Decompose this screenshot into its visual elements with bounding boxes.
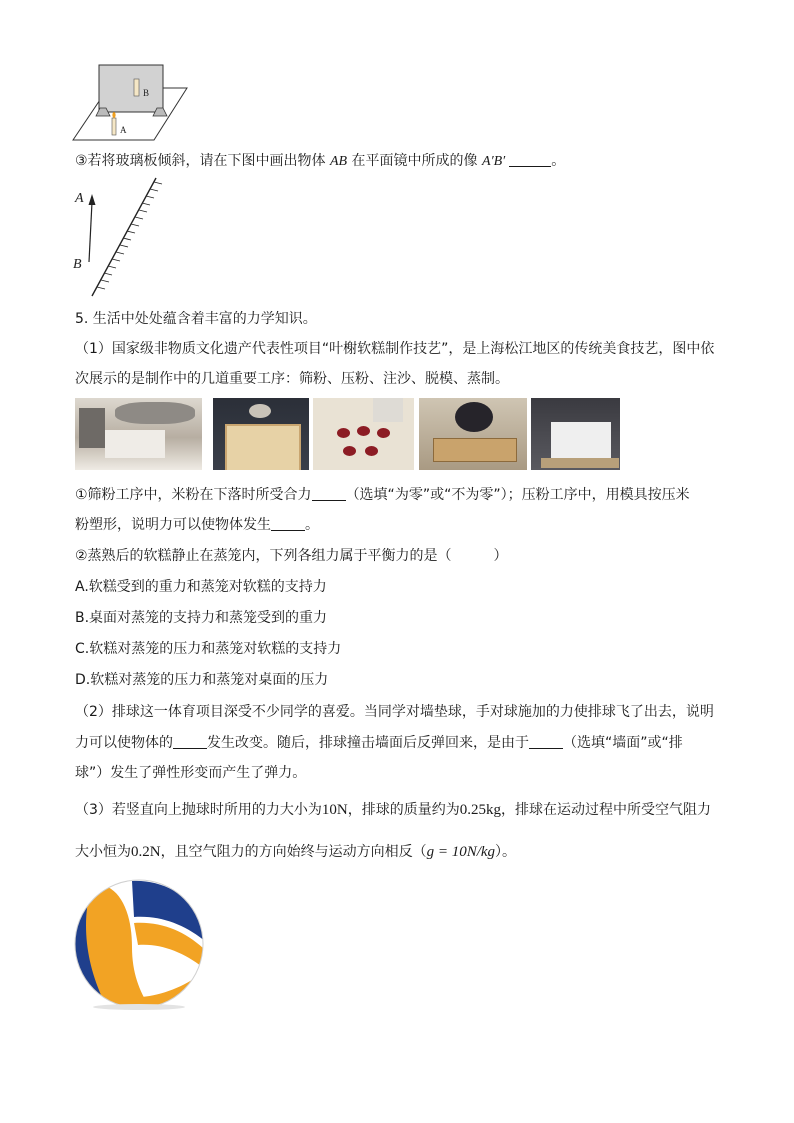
drag-value: 0.2N	[131, 844, 161, 860]
q5-p3-line2: 大小恒为0.2N，且空气阻力的方向始终与运动方向相反（g = 10N/kg）。	[75, 844, 517, 860]
photo-demolding	[419, 398, 527, 470]
glass-plate	[99, 65, 163, 112]
g-value: g = 10N/kg	[426, 844, 496, 860]
mass-value: 0.25kg	[459, 802, 501, 818]
answer-blank[interactable]	[509, 152, 551, 167]
q5-s1-line2: 粉塑形，说明力可以使物体发生 。	[75, 517, 319, 533]
q5-p1-line1: （1）国家级非物质文化遗产代表性项目“叶榭软糕制作技艺”，是上海松江地区的传统美食技艺，图中依	[75, 341, 715, 357]
answer-blank[interactable]	[271, 516, 305, 531]
label-a: A	[120, 125, 127, 135]
arrow-ab-line	[89, 202, 92, 262]
option-d[interactable]: D.软糕对蒸笼的压力和蒸笼对桌面的压力	[75, 672, 329, 688]
q5-s2: ②蒸熟后的软糕静止在蒸笼内，下列各组力属于平衡力的是（ ）	[75, 548, 508, 564]
force-value: 10N	[321, 802, 348, 818]
plane-mirror-figure	[70, 172, 170, 300]
q5-p1-line2: 次展示的是制作中的几道重要工序：筛粉、压粉、注沙、脱模、蒸制。	[75, 371, 509, 387]
option-a[interactable]: A.软糕受到的重力和蒸笼对软糕的支持力	[75, 579, 327, 595]
q5-p2-line1: （2）排球这一体育项目深受不少同学的喜爱。当同学对墙垫球，手对球施加的力使排球飞了出去，说明	[75, 704, 714, 720]
candle-flame	[112, 112, 115, 118]
q5-title: 5. 生活中处处蕴含着丰富的力学知识。	[75, 311, 317, 327]
label-b: B	[73, 257, 82, 272]
arrow-head	[89, 194, 96, 205]
q5-s1-line1: ①筛粉工序中，米粉在下落时所受合力 （选填“为零”或“不为零”）；压粉工序中，用模具按压米	[75, 487, 690, 503]
candle-b	[134, 79, 139, 96]
volleyball-image	[72, 877, 206, 1011]
q5-p2-line2: 力可以使物体的 发生改变。随后，排球撞击墙面后反弹回来，是由于 （选填“墙面”或“排	[75, 735, 683, 751]
photo-steaming	[531, 398, 620, 470]
q5-p3-line1: （3）若竖直向上抛球时所用的力大小为10N，排球的质量约为0.25kg，排球在运动过程中所受空气阻力	[75, 802, 711, 818]
photo-filling-sand	[313, 398, 414, 470]
q4-sub3: ③若将玻璃板倾斜，请在下图中画出物体 AB 在平面镜中所成的像 A′B′ 。	[75, 153, 566, 169]
answer-blank[interactable]	[173, 734, 207, 749]
option-c[interactable]: C.软糕对蒸笼的压力和蒸笼对软糕的支持力	[75, 641, 342, 657]
answer-blank[interactable]	[529, 734, 563, 749]
label-b: B	[143, 88, 150, 98]
option-b[interactable]: B.桌面对蒸笼的支持力和蒸笼受到的重力	[75, 610, 328, 626]
candle-a	[112, 118, 116, 135]
answer-blank[interactable]	[312, 486, 346, 501]
photo-pressing	[213, 398, 309, 470]
q5-p2-line3: 球”）发生了弹性形变而产生了弹力。	[75, 765, 307, 781]
inclined-mirror	[92, 178, 162, 296]
ball-shadow	[93, 1004, 185, 1010]
glass-plate-candle-figure	[70, 62, 190, 144]
label-a: A	[75, 191, 84, 206]
photo-sifting	[75, 398, 202, 470]
